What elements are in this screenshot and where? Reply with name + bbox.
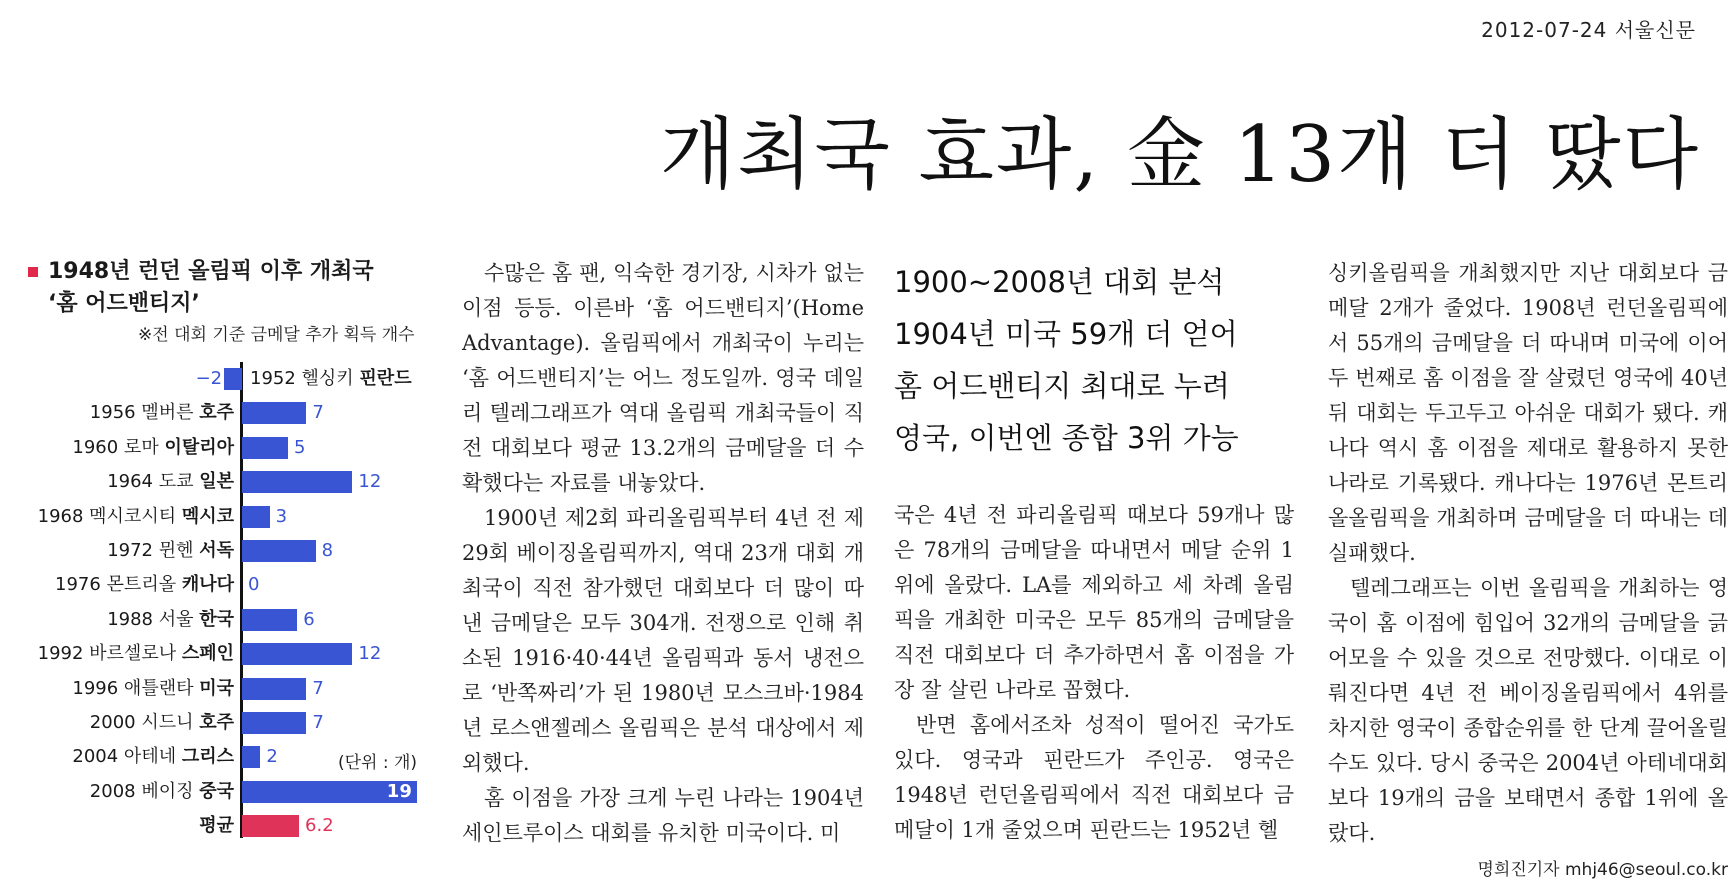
chart-unit: (단위 : 개) bbox=[338, 753, 418, 773]
chart-value-label: 8 bbox=[321, 540, 334, 561]
chart-label-country: 호주 bbox=[199, 402, 234, 424]
chart-label-year: 2000 시드니 bbox=[89, 712, 200, 733]
chart-value-label: 12 bbox=[358, 471, 382, 493]
chart-label-year: 2004 아테네 bbox=[72, 746, 182, 768]
chart-bar bbox=[242, 643, 352, 665]
bullet-square-icon bbox=[28, 267, 38, 277]
chart-category-label bbox=[90, 706, 234, 740]
chart-label-country: 중국 bbox=[199, 780, 234, 802]
subheadline bbox=[894, 256, 1294, 464]
chart-value-label: 6 bbox=[303, 608, 315, 630]
chart-category-label bbox=[107, 534, 234, 568]
chart-title-line2: ‘홈 어드밴티지’ bbox=[48, 291, 200, 316]
paragraph: 반면 홈에서조차 성적이 떨어진 국가도 있다. 영국과 핀란드가 주인공. 영국은 1948년 런던올림픽에서 직전 대회보다 금메달이 1개 줄었으며 핀란드는 1952년 헬 bbox=[894, 713, 1294, 842]
chart-value-label: −2 bbox=[195, 368, 223, 389]
subheadline-line: 1900~2008년 대회 분석 bbox=[894, 265, 1225, 299]
paragraph: 싱키올림픽을 개최했지만 지난 대회보다 금메달 2개가 줄었다. 1908년 런던올림픽에서 55개의 금메달을 더 따내며 미국에 이어 두 번째로 홈 이점을 잘 살렸던 영국에 40년 뒤 대회는 두고두고 아쉬운 대회가 됐다. 캐나다 역시 홈 이점을 제대로 활용하지 못한 나라로 기록됐다. 캐나다는 1976년 몬트리올올림픽을 개최하며 금메달을 더 따내는 데 실패했다. bbox=[1328, 261, 1728, 565]
article-column-2 bbox=[894, 256, 1294, 848]
chart-label-average bbox=[199, 809, 234, 843]
article-column-1 bbox=[462, 256, 864, 851]
chart-category-label bbox=[90, 775, 234, 809]
chart-label-country: 서독 bbox=[199, 540, 234, 561]
paragraph: 수많은 홈 팬, 익숙한 경기장, 시차가 없는 이점 등등. 이른바 ‘홈 어드밴티지’(Home Advantage). 올림픽에서 개최국이 누리는 ‘홈 어드밴티지’는 어느 정도일까. 영국 데일리 텔레그래프가 역대 올림픽 개최국들이 직전 대회보다 평균 13.2개의 금메달을 더 수확했다는 자료를 내놓았다. bbox=[462, 261, 864, 495]
chart-bar bbox=[242, 678, 306, 700]
chart-value-label: 3 bbox=[275, 505, 288, 527]
chart-value-label: 2 bbox=[266, 746, 278, 768]
chart-value-label: 0 bbox=[248, 574, 260, 596]
subheadline-line: 홈 어드밴티지 최대로 누려 bbox=[894, 369, 1230, 403]
chart-category-label bbox=[107, 603, 234, 637]
chart-value-label: 5 bbox=[294, 436, 306, 458]
article-column-3 bbox=[1328, 256, 1728, 888]
chart-bar bbox=[242, 746, 260, 768]
chart-label-country: 이탈리아 bbox=[164, 436, 234, 458]
chart-label-year: 1992 바르셀로나 bbox=[37, 643, 182, 665]
chart-label-country: 스페인 bbox=[181, 643, 234, 665]
chart-category-label bbox=[90, 396, 234, 430]
chart-category-label bbox=[38, 500, 234, 534]
chart-value-label: 12 bbox=[358, 643, 382, 665]
chart-value-label: 6.2 bbox=[305, 815, 334, 837]
chart-label-country: 미국 bbox=[199, 677, 234, 699]
chart-title bbox=[28, 256, 374, 320]
chart-label-year: 1972 뮌헨 bbox=[107, 540, 200, 561]
chart-label-year: 1960 로마 bbox=[72, 436, 165, 458]
chart-bar-average bbox=[242, 815, 299, 837]
headline: 개최국 효과, 金 13개 더 땄다 bbox=[659, 110, 1700, 200]
chart-category-label bbox=[107, 465, 234, 499]
chart-label-country: 호주 bbox=[199, 712, 234, 733]
chart-label-country: 일본 bbox=[199, 471, 234, 493]
chart-category-label bbox=[38, 637, 234, 671]
chart-label-country: 캐나다 bbox=[181, 574, 234, 596]
chart-bar bbox=[242, 540, 316, 562]
chart-label-year: 1968 멕시코시티 bbox=[37, 505, 182, 527]
subheadline-line: 영국, 이번엔 종합 3위 가능 bbox=[894, 421, 1239, 455]
chart-title-line1: 1948년 런던 올림픽 이후 개최국 bbox=[48, 259, 374, 284]
chart-value-label: 7 bbox=[312, 677, 324, 699]
subheadline-line: 1904년 미국 59개 더 얻어 bbox=[894, 317, 1238, 351]
paragraph: 국은 4년 전 파리올림픽 때보다 59개나 많은 78개의 금메달을 따내면서 메달 순위 1위에 올랐다. LA를 제외하고 세 차례 올림픽을 개최한 미국은 모두 85개의 금메달을 직전 대회보다 더 추가하면서 홈 이점을 가장 잘 살린 나라로 꼽혔다. bbox=[894, 503, 1294, 702]
chart-bar bbox=[242, 506, 270, 528]
chart-category-label bbox=[55, 568, 234, 602]
chart-bar bbox=[242, 437, 288, 459]
chart-value-label: 7 bbox=[312, 402, 324, 424]
chart-category-label bbox=[72, 672, 234, 706]
chart-bar bbox=[242, 609, 297, 631]
chart-label-country: 한국 bbox=[199, 608, 234, 630]
chart-label-country: 멕시코 bbox=[181, 505, 234, 527]
chart-label-year: 1996 애틀랜타 bbox=[72, 677, 200, 699]
chart-label-year: 1952 헬싱키 bbox=[250, 368, 360, 389]
paragraph: 텔레그래프는 이번 올림픽을 개최하는 영국이 홈 이점에 힘입어 32개의 금메달을 긁어모을 수 있을 것으로 전망했다. 이대로 이뤄진다면 4년 전 베이징올림픽에서 4위를 차지한 영국이 종합순위를 한 단계 끌어올릴 수도 있다. 당시 중국은 2004년 아테네대회보다 19개의 금을 보태면서 종합 1위에 올랐다. bbox=[1328, 576, 1728, 845]
chart-label-year: 1964 도쿄 bbox=[107, 471, 200, 493]
chart-label-year: 1976 몬트리올 bbox=[55, 574, 182, 596]
chart-category-label bbox=[72, 740, 234, 774]
chart-bar bbox=[242, 712, 306, 734]
chart-label-year: 2008 베이징 bbox=[89, 780, 200, 802]
chart-label-country: 평균 bbox=[199, 815, 234, 837]
paragraph: 1900년 제2회 파리올림픽부터 4년 전 제29회 베이징올림픽까지, 역대 23개 대회 개최국이 직전 참가했던 대회보다 더 많이 따낸 금메달은 모두 304개. 전쟁으로 인해 취소된 1916·40·44년 올림픽과 동서 냉전으로 ‘반쪽짜리’가 된 1980년 모스크바·1984년 로스앤젤레스 올림픽은 분석 대상에서 제외했다. bbox=[462, 506, 864, 775]
paragraph: 홈 이점을 가장 크게 누린 나라는 1904년 세인트루이스 대회를 유치한 미국이다. 미 bbox=[462, 786, 864, 845]
chart-category-label bbox=[72, 431, 234, 465]
chart-label-country: 그리스 bbox=[181, 746, 234, 768]
chart-value-label: 19 bbox=[386, 780, 412, 802]
byline: 명희진기자 mhj46@seoul.co.kr bbox=[1477, 860, 1728, 880]
chart-value-label: 7 bbox=[312, 712, 324, 733]
byline-row bbox=[1328, 851, 1728, 888]
chart-bar bbox=[224, 368, 242, 390]
chart-bar bbox=[242, 471, 352, 493]
dateline: 2012-07-24 서울신문 bbox=[1481, 18, 1696, 42]
chart-bar bbox=[242, 402, 306, 424]
chart-label-year: 1988 서울 bbox=[107, 608, 200, 630]
chart-label-country: 핀란드 bbox=[359, 368, 412, 389]
chart-category-label bbox=[250, 362, 412, 396]
chart-label-year: 1956 멜버른 bbox=[89, 402, 200, 424]
chart-note: ※전 대회 기준 금메달 추가 획득 개수 bbox=[138, 325, 415, 345]
